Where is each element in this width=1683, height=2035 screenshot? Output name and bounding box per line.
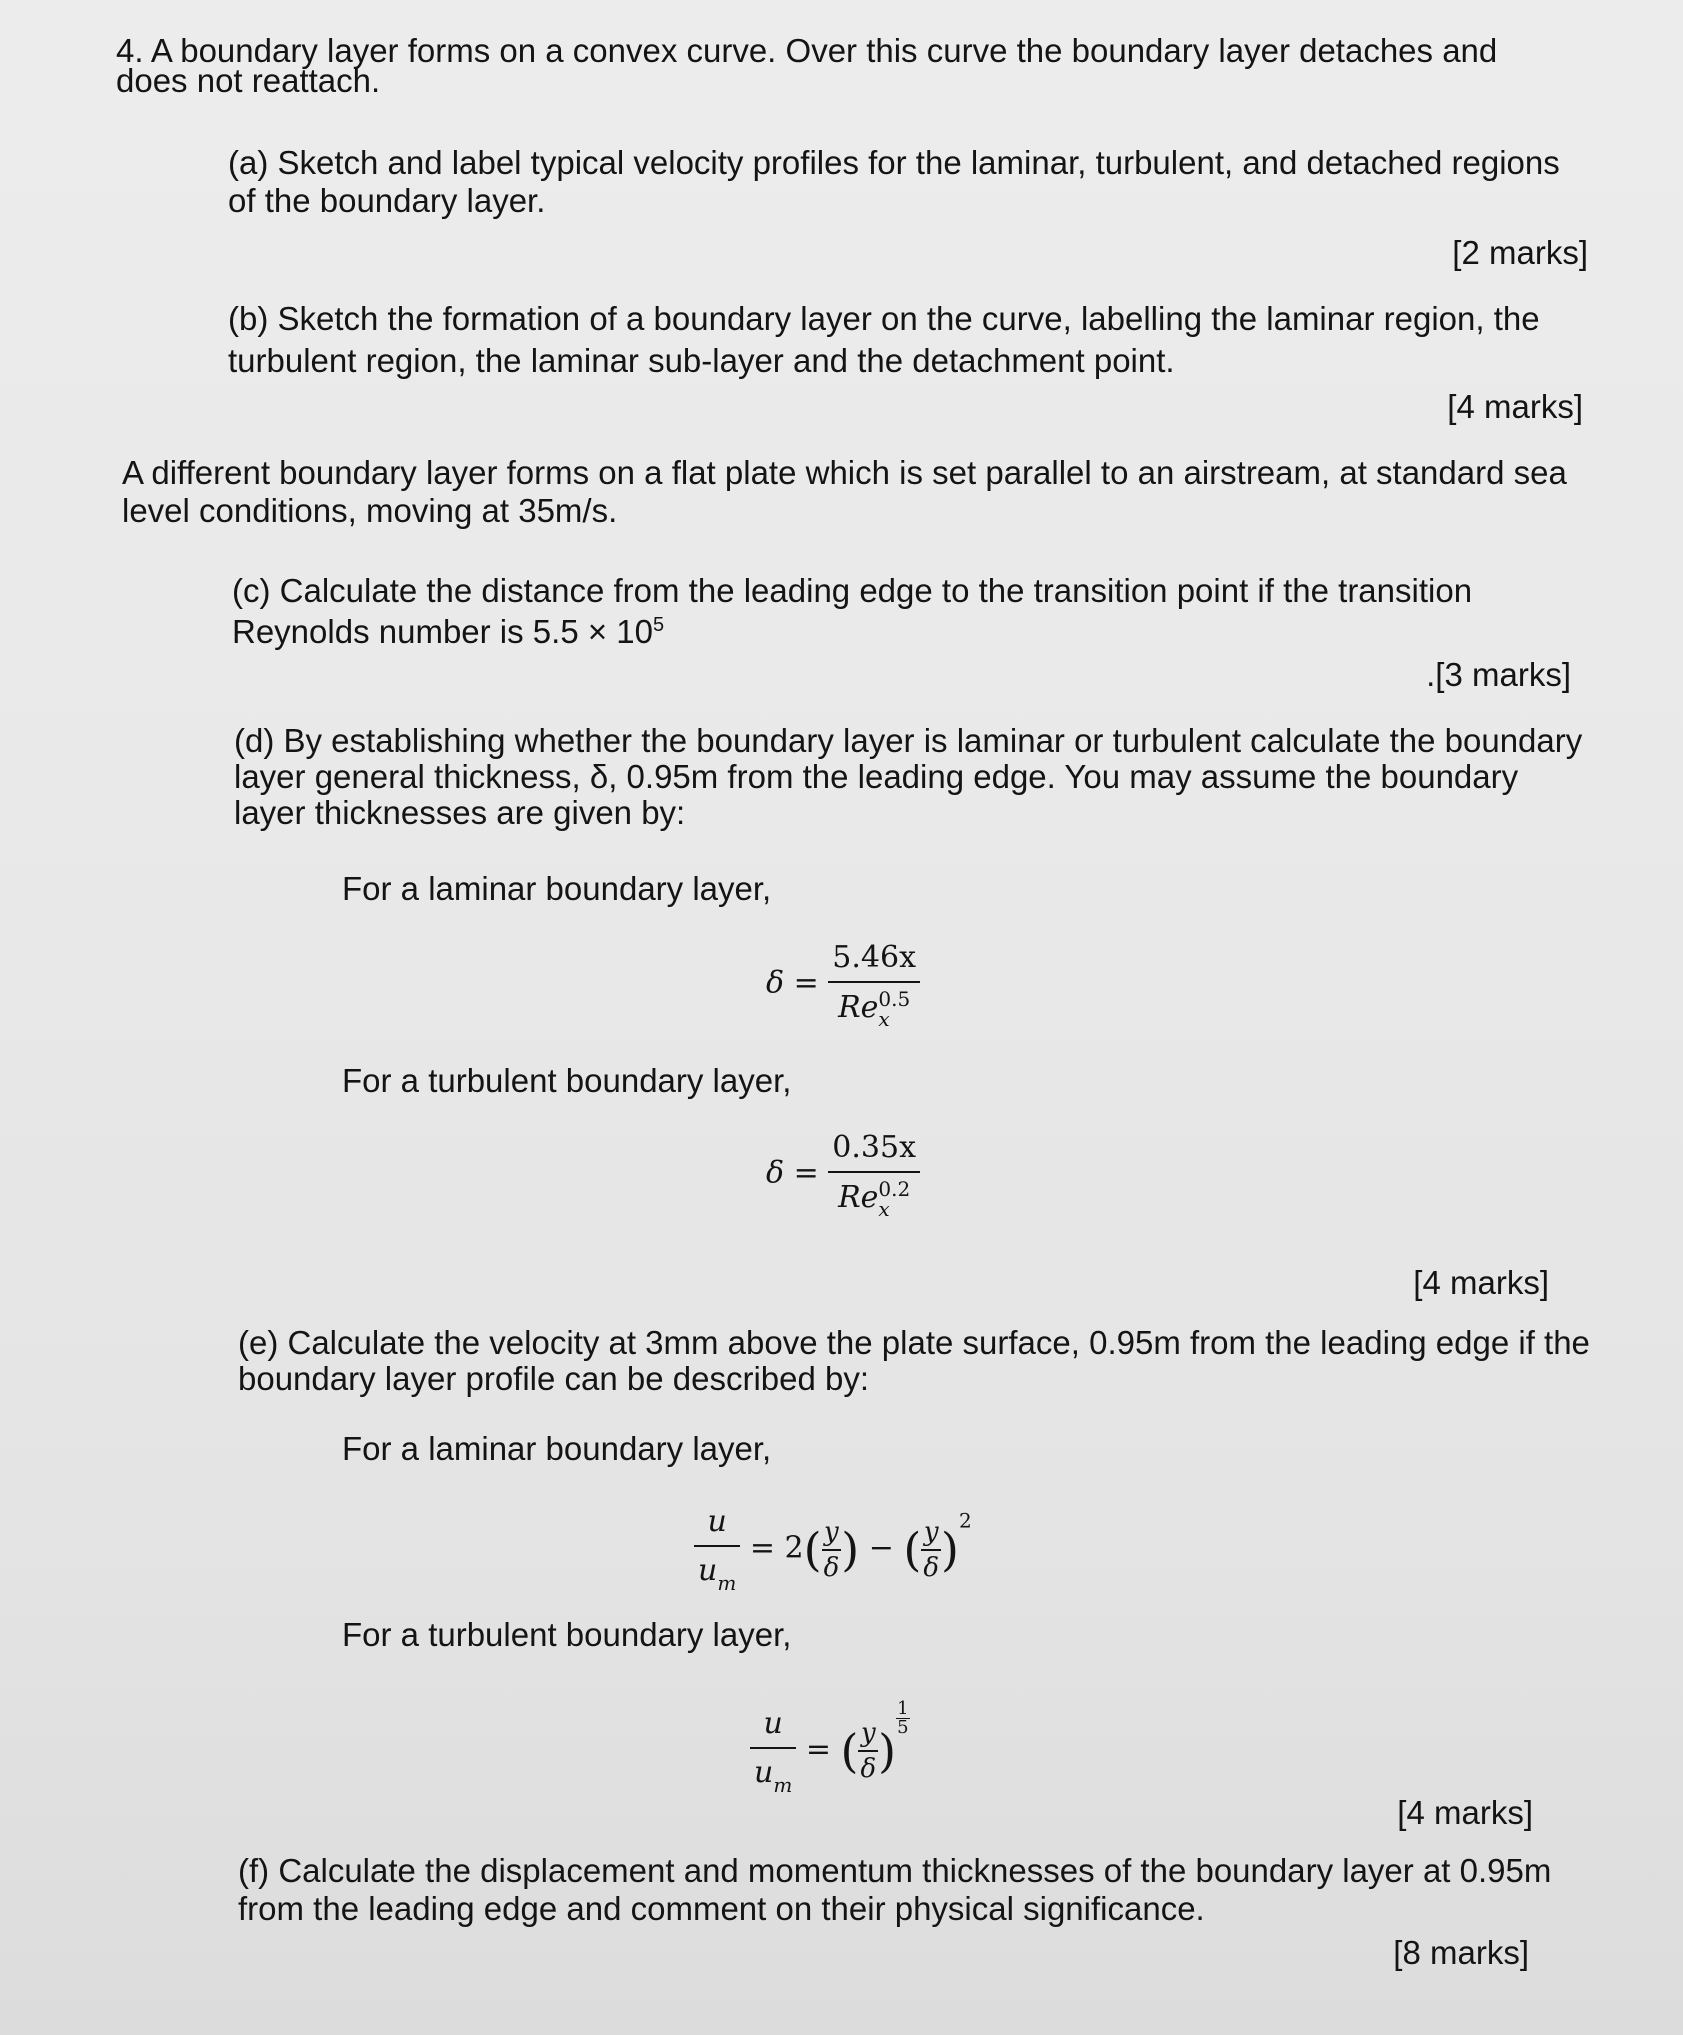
laminar-coefficient: = 2 <box>749 1530 804 1566</box>
part-a-line-2: of the boundary layer. <box>228 182 546 219</box>
question-intro-line-1: 4. A boundary layer forms on a convex curve. Over this curve the boundary layer detaches and <box>116 32 1498 69</box>
turbulent-thickness-equation <box>766 1130 920 1219</box>
part-c-line-1: (c) Calculate the distance from the leading edge to the transition point if the transition <box>232 572 1473 609</box>
part-e-laminar-label: For a laminar boundary layer, <box>342 1430 772 1467</box>
reynolds-symbol: Re <box>838 1180 879 1215</box>
velocity-ratio-fraction <box>750 1706 796 1797</box>
laminar-thickness-equation <box>766 940 920 1029</box>
part-b-line-2: turbulent region, the laminar sub-layer and the detachment point. <box>228 342 1175 379</box>
part-d-line-1: (d) By establishing whether the boundary layer is laminar or turbulent calculate the boundary <box>234 722 1583 759</box>
part-c-line-2 <box>232 608 664 649</box>
turbulent-thickness-numerator: 0.35x <box>828 1130 920 1173</box>
part-b-marks: [4 marks] <box>1447 388 1583 425</box>
part-e-line-2: boundary layer profile can be described by: <box>238 1360 870 1397</box>
velocity-numerator: u <box>694 1504 740 1547</box>
reynolds-exponent: 0.5 <box>878 987 911 1011</box>
y-symbol: y <box>921 1517 941 1551</box>
velocity-denominator: u <box>754 1754 774 1790</box>
reynolds-symbol: Re <box>838 990 879 1025</box>
y-symbol: y <box>858 1718 878 1752</box>
delta-lhs: δ = <box>766 1155 819 1191</box>
question-intro-line-2: does not reattach. <box>116 62 381 99</box>
one-fifth-exponent <box>896 1700 909 1737</box>
y-over-delta-fraction <box>858 1718 878 1784</box>
part-a-line-1: (a) Sketch and label typical velocity profiles for the laminar, turbulent, and detached regions <box>228 144 1560 181</box>
reynolds-exponent: 0.2 <box>878 1177 911 1201</box>
y-over-delta-fraction <box>822 1517 842 1583</box>
y-over-delta-fraction <box>921 1517 941 1583</box>
delta-symbol: δ <box>823 1552 840 1583</box>
velocity-denominator: u <box>698 1553 718 1588</box>
exponent-denominator: 5 <box>897 1717 909 1738</box>
part-f-line-2: from the leading edge and comment on their physical significance. <box>238 1890 1205 1927</box>
velocity-numerator: u <box>750 1706 796 1749</box>
velocity-ratio-fraction <box>694 1504 740 1595</box>
part-f-marks: [8 marks] <box>1393 1934 1529 1971</box>
square-exponent: 2 <box>958 1508 972 1533</box>
part-a-marks: [2 marks] <box>1452 234 1588 271</box>
y-symbol: y <box>822 1517 842 1551</box>
part-e-marks: [4 marks] <box>1397 1794 1533 1831</box>
part-f-line-1: (f) Calculate the displacement and momentum thicknesses of the boundary layer at 0.95m <box>238 1852 1552 1889</box>
turbulent-velocity-profile-equation <box>750 1700 910 1797</box>
right-paren: ) <box>841 1522 860 1577</box>
laminar-thickness-fraction <box>828 940 920 1029</box>
minus-sign: − <box>868 1530 894 1566</box>
flat-plate-line-1: A different boundary layer forms on a flat plate which is set parallel to an airstream, at standard sea <box>122 454 1567 491</box>
left-paren: ( <box>840 1724 859 1778</box>
part-d-line-3: layer thicknesses are given by: <box>234 794 686 831</box>
part-d-marks: [4 marks] <box>1413 1264 1549 1301</box>
delta-lhs: δ = <box>766 965 819 1001</box>
part-b-line-1: (b) Sketch the formation of a boundary layer on the curve, labelling the laminar region, the <box>228 300 1540 337</box>
right-paren: ) <box>878 1724 897 1778</box>
left-paren: ( <box>903 1522 922 1577</box>
part-d-laminar-label: For a laminar boundary layer, <box>342 870 772 907</box>
exponent-numerator: 1 <box>897 1698 909 1719</box>
equals-sign: = <box>805 1732 831 1767</box>
velocity-denominator-subscript: m <box>717 1571 737 1595</box>
reynolds-subscript: x <box>878 1007 890 1031</box>
part-c-exponent: 5 <box>653 614 665 636</box>
part-c-marks: .[3 marks] <box>1426 656 1571 693</box>
turbulent-thickness-fraction <box>828 1130 920 1219</box>
delta-symbol: δ <box>860 1754 877 1784</box>
turbulent-thickness-denominator <box>828 1173 920 1219</box>
part-e-line-1: (e) Calculate the velocity at 3mm above the plate surface, 0.95m from the leading edge if the <box>238 1324 1590 1361</box>
part-c-reynolds-text: Reynolds number is 5.5 × 10 <box>232 613 653 650</box>
reynolds-subscript: x <box>878 1197 890 1221</box>
delta-symbol: δ <box>923 1552 940 1583</box>
part-d-line-2: layer general thickness, δ, 0.95m from the leading edge. You may assume the boundary <box>234 758 1519 795</box>
left-paren: ( <box>803 1522 822 1577</box>
laminar-thickness-denominator <box>828 983 920 1029</box>
laminar-thickness-numerator: 5.46x <box>828 940 920 983</box>
part-d-turbulent-label: For a turbulent boundary layer, <box>342 1062 792 1099</box>
part-e-turbulent-label: For a turbulent boundary layer, <box>342 1616 792 1653</box>
flat-plate-line-2: level conditions, moving at 35m/s. <box>122 492 618 529</box>
velocity-denominator-subscript: m <box>773 1772 793 1797</box>
right-paren: ) <box>941 1522 959 1577</box>
laminar-velocity-profile-equation <box>694 1504 972 1595</box>
